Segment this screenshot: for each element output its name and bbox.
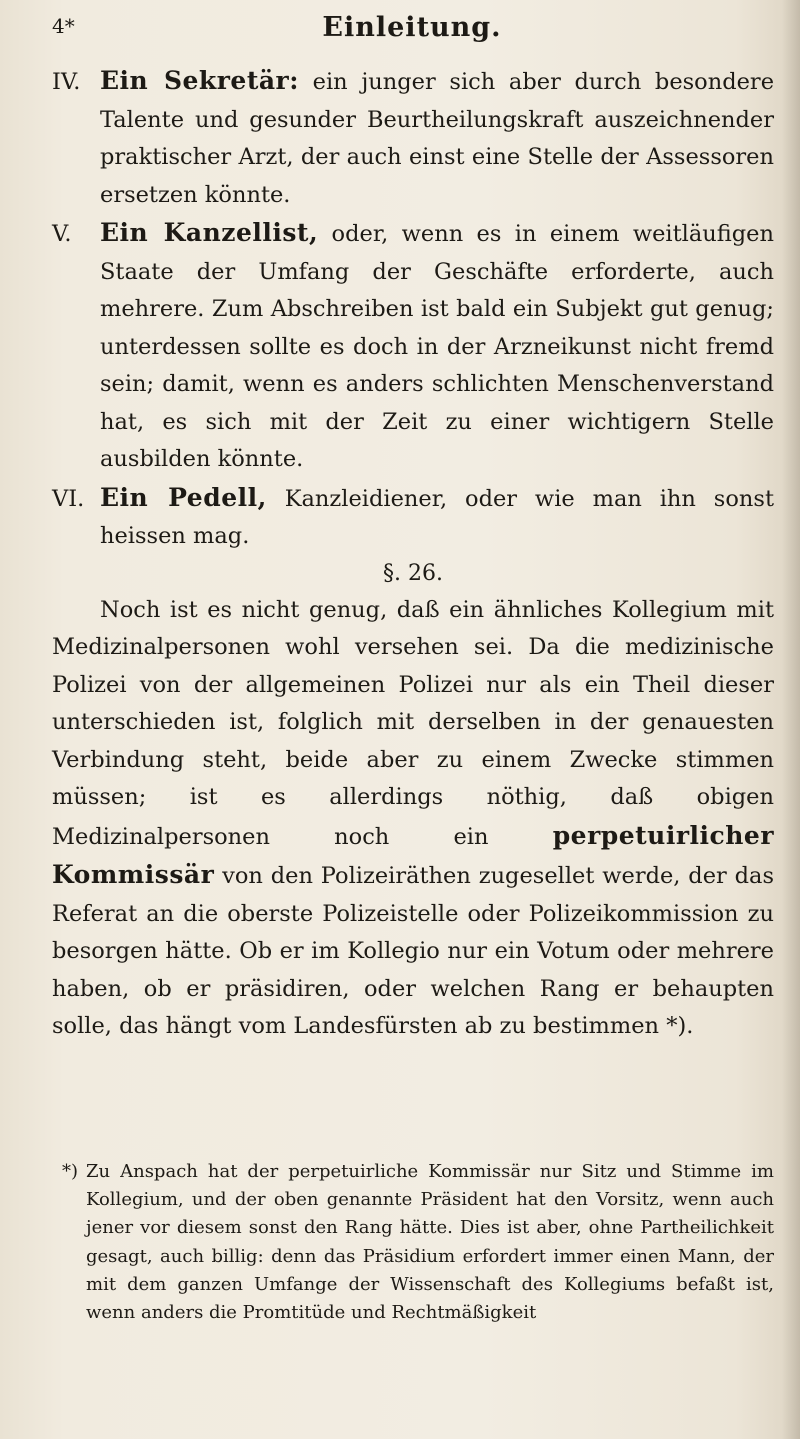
entry-number: V. [52,221,72,247]
page-header [52,14,772,54]
list-item [52,214,774,479]
footnote-mark: *) [62,1161,79,1182]
paragraph-text: Noch ist es nicht genug, daß ein ähnliches Kollegium mit Medizinalpersonen wohl versehen sei. Da die medizinische Polizei von der allgemeinen Polizei nur als ein Theil dieser unterschieden ist, folglich mit derselben in der genauesten Verbindung steht, beide aber zu einem Zwecke stimmen müssen; ist es allerdings nöthig, daß obigen Medizinalpersonen noch ein [52,596,774,850]
footnote-text: Zu Anspach hat der perpetuirliche Kommissär nur Sitz und Stimme im Kollegium, und der oben genannte Präsident hat den Vorsitz, wenn auch jener vor diesem sonst den Rang hätte. Dies ist aber, ohne Partheilichkeit gesagt, auch billig: denn das Präsidium erfordert immer einen Mann, der mit dem ganzen Umfange der Wissenschaft des Kollegiums befaßt ist, wenn anders die Promtitüde und Rechtmäßigkeit [86,1161,774,1324]
paragraph-text: von den Polizeiräthen zugesellet werde, der das Referat an die oberste Polizeistelle oder Polizeikommission zu besorgen hätte. Ob er im Kollegio nur ein Votum oder mehrere haben, ob er präsidiren, oder welchen Rang er behaupten solle, das hängt vom Landesfürsten ab zu bestimmen *). [52,863,774,1039]
running-head: Einleitung. [322,12,502,43]
page-body [52,62,774,1046]
section-heading: §. 26. [383,560,443,586]
page-edge-shadow [782,0,800,1439]
entry-number: IV. [52,69,81,95]
page-number: 4* [52,14,75,38]
entry-text: Kanzleidiener, oder wie man ihn sonst heissen mag. [100,485,774,549]
entry-number: VI. [52,485,85,512]
footnote [62,1158,774,1327]
entry-term: Ein Sekretär: [100,66,299,95]
entry-term: Ein Pedell, [100,482,267,512]
body-paragraph [52,592,774,1046]
footnote-paragraph [62,1158,774,1327]
entry-term: Ein Kanzellist, [100,218,319,247]
list-item [52,62,774,214]
list-item [52,479,774,556]
emphasized-term: perpetuirlicher Kommissär [52,820,774,889]
entry-text: ein junger sich aber durch besondere Talente und gesunder Beurtheilungskraft auszeichnender praktischer Arzt, der auch einst eine Stelle der Assessoren ersetzen könnte. [100,69,775,208]
entry-text: oder, wenn es in einem weitläufigen Staate der Umfang der Geschäfte erforderte, auch mehrere. Zum Abschreiben ist bald ein Subjekt gut genug; unterdessen sollte es doch in der Arzneikunst nicht fremd sein; damit, wenn es anders schlichten Menschenverstand hat, es sich mit der Zeit zu einer wichtigern Stelle ausbilden könnte. [100,221,774,472]
